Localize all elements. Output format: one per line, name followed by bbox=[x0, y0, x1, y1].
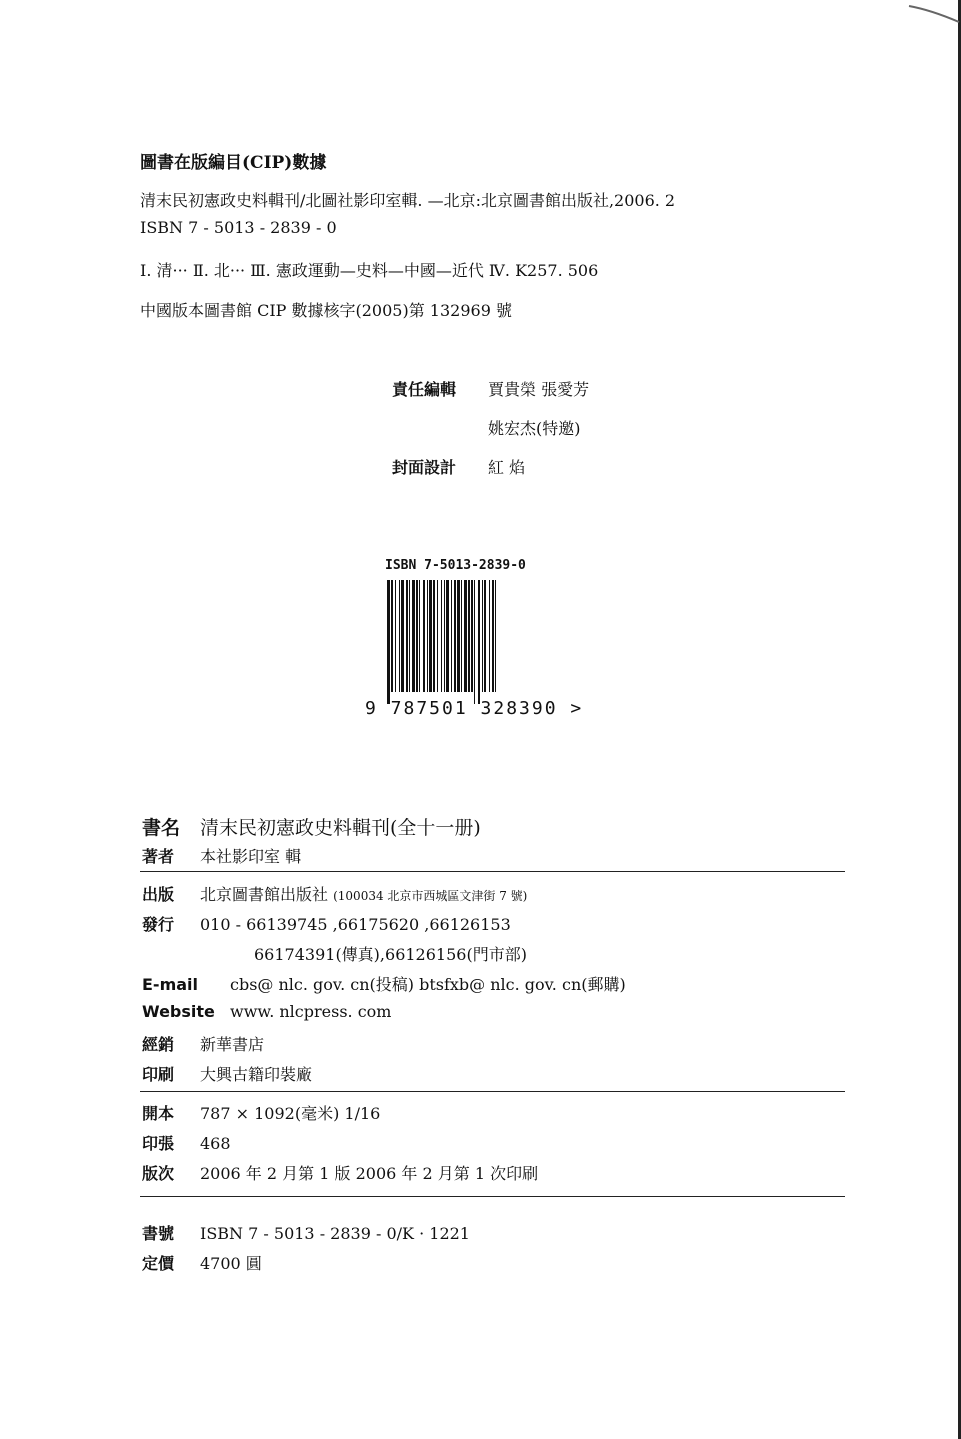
isbn-value: ISBN 7 - 5013 - 2839 - 0/K · 1221 bbox=[200, 1224, 470, 1243]
barcode-bar bbox=[489, 580, 490, 692]
divider-2 bbox=[140, 1091, 845, 1092]
barcode-bar bbox=[468, 580, 470, 692]
barcode-bar bbox=[451, 580, 452, 692]
barcode-bars bbox=[377, 580, 577, 705]
price-label: 定價 bbox=[142, 1254, 175, 1273]
info-distribution-row bbox=[142, 912, 511, 935]
author-label: 著者 bbox=[142, 847, 175, 866]
editor-row bbox=[392, 377, 589, 400]
barcode-bar bbox=[446, 580, 449, 692]
editor-names: 賈貴榮 張愛芳 bbox=[488, 380, 590, 399]
barcode-bar bbox=[482, 580, 483, 692]
info-price-row bbox=[142, 1251, 262, 1274]
barcode-number-text: 9 787501 328390 > bbox=[365, 698, 584, 719]
barcode-bar bbox=[441, 580, 442, 692]
distribution-line-2: 66174391(傳真),66126156(門市部) bbox=[254, 945, 527, 964]
website-label: Website bbox=[142, 1002, 215, 1021]
format-label: 開本 bbox=[142, 1104, 175, 1123]
barcode-bar bbox=[427, 580, 428, 692]
barcode-isbn-text: ISBN 7-5013-2839-0 bbox=[385, 558, 526, 573]
barcode-bar bbox=[478, 580, 480, 704]
barcode-bar bbox=[471, 580, 473, 692]
author-value: 本社影印室 輯 bbox=[200, 847, 302, 866]
seller-value: 新華書店 bbox=[200, 1035, 265, 1054]
info-format-row bbox=[142, 1101, 380, 1124]
info-sheets-row bbox=[142, 1131, 231, 1154]
divider-1 bbox=[140, 871, 845, 872]
publisher-address: (100034 北京市西城區文津街 7 號) bbox=[333, 889, 528, 903]
barcode-bar bbox=[429, 580, 432, 692]
cover-name: 紅 焰 bbox=[488, 458, 526, 477]
barcode-bar bbox=[437, 580, 438, 692]
editor-extra: 姚宏杰(特邀) bbox=[488, 419, 581, 438]
barcode-bar bbox=[495, 580, 496, 692]
publisher-label: 出版 bbox=[142, 885, 175, 904]
distribution-label: 發行 bbox=[142, 915, 175, 934]
barcode-bar bbox=[401, 580, 404, 692]
barcode-bar bbox=[409, 580, 410, 692]
barcode-bar bbox=[433, 580, 435, 692]
barcode-bar bbox=[474, 580, 475, 704]
isbn-barcode bbox=[365, 558, 595, 728]
cip-title: 圖書在版編目(CIP)數據 bbox=[140, 153, 327, 173]
printer-label: 印刷 bbox=[142, 1065, 175, 1084]
cover-label: 封面設計 bbox=[392, 458, 457, 477]
edition-value: 2006 年 2 月第 1 版 2006 年 2 月第 1 次印刷 bbox=[200, 1164, 539, 1183]
publisher-value: 北京圖書館出版社 bbox=[200, 885, 329, 904]
info-printer-row bbox=[142, 1062, 312, 1085]
barcode-bar bbox=[464, 580, 467, 692]
title-value: 清末民初憲政史料輯刊(全十一册) bbox=[200, 817, 481, 839]
website-value: www. nlcpress. com bbox=[230, 1002, 392, 1021]
sheets-label: 印張 bbox=[142, 1134, 175, 1153]
barcode-bar bbox=[492, 580, 494, 692]
printer-value: 大興古籍印裝廠 bbox=[200, 1065, 313, 1084]
barcode-bar bbox=[461, 580, 462, 692]
barcode-bar bbox=[395, 580, 396, 692]
barcode-bar bbox=[412, 580, 415, 692]
cip-line-3: Ⅰ. 清··· Ⅱ. 北··· Ⅲ. 憲政運動—史料—中國—近代 Ⅳ. K257. 506 bbox=[140, 261, 599, 280]
barcode-bar bbox=[484, 580, 486, 692]
info-edition-row bbox=[142, 1161, 538, 1184]
info-isbn-row bbox=[142, 1221, 470, 1244]
info-author-row bbox=[142, 844, 301, 867]
barcode-bar bbox=[444, 580, 445, 692]
divider-3 bbox=[140, 1196, 845, 1197]
barcode-bar bbox=[406, 580, 408, 692]
cip-line-4: 中國版本圖書館 CIP 數據核字(2005)第 132969 號 bbox=[140, 301, 512, 320]
scan-corner-mark bbox=[901, 0, 961, 30]
isbn-label: 書號 bbox=[142, 1224, 175, 1243]
barcode-bar bbox=[423, 580, 425, 692]
seller-label: 經銷 bbox=[142, 1035, 175, 1054]
cip-line-2: ISBN 7 - 5013 - 2839 - 0 bbox=[140, 218, 337, 237]
barcode-bar bbox=[419, 580, 420, 692]
barcode-bar bbox=[416, 580, 418, 692]
info-seller-row bbox=[142, 1032, 264, 1055]
price-value: 4700 圓 bbox=[200, 1254, 262, 1273]
barcode-bar bbox=[387, 580, 390, 704]
info-title-row bbox=[142, 813, 481, 840]
info-website-row bbox=[142, 1002, 391, 1021]
cip-line-1: 清末民初憲政史料輯刊/北圖社影印室輯. —北京:北京圖書館出版社,2006. 2 bbox=[140, 191, 676, 210]
barcode-bar bbox=[454, 580, 456, 692]
info-email-row bbox=[142, 972, 626, 995]
info-publisher-row bbox=[142, 882, 527, 905]
email-label: E-mail bbox=[142, 975, 199, 994]
edition-label: 版次 bbox=[142, 1164, 175, 1183]
email-value: cbs@ nlc. gov. cn(投稿) btsfxb@ nlc. gov. cn(郵購) bbox=[230, 975, 626, 994]
format-value: 787 × 1092(毫米) 1/16 bbox=[200, 1104, 381, 1123]
barcode-bar bbox=[391, 580, 393, 692]
sheets-value: 468 bbox=[200, 1134, 231, 1153]
distribution-line-1: 010 - 66139745 ,66175620 ,66126153 bbox=[200, 915, 511, 934]
barcode-bar bbox=[399, 580, 400, 692]
title-label: 書名 bbox=[142, 817, 181, 839]
editor-label: 責任編輯 bbox=[392, 380, 457, 399]
cover-row bbox=[392, 455, 525, 478]
barcode-bar bbox=[457, 580, 460, 692]
